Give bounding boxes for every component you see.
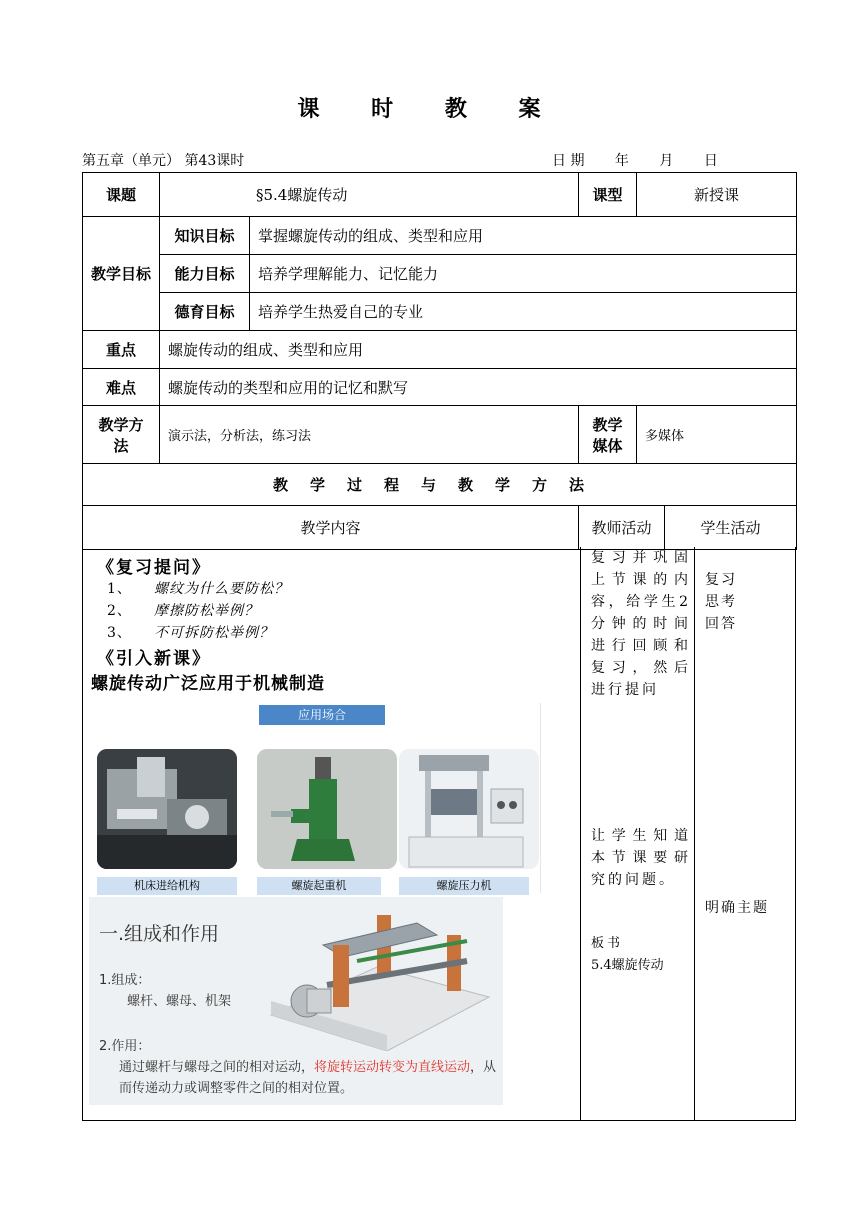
teacher-note-review: 复习并巩固上节课的内容，给学生2分钟的时间进行回顾和复习，然后进行提问 — [591, 550, 691, 698]
lesson-plan-table — [82, 172, 797, 550]
composition-slide — [89, 897, 503, 1105]
year-label: 年 — [614, 153, 629, 169]
goal-value-ability: 培养学理解能力、记忆能力 — [250, 255, 797, 293]
goal-label-moral: 德育目标 — [160, 293, 250, 331]
type-label: 课型 — [579, 173, 637, 217]
type-value: 新授课 — [637, 173, 797, 217]
question-2: 2、 摩擦防松举例？ — [107, 603, 259, 619]
goal-value-moral: 培养学生热爱自己的专业 — [250, 293, 797, 331]
date-label: 日 期 — [552, 153, 585, 169]
col-header-content: 教学内容 — [83, 506, 579, 550]
divider-student — [694, 547, 695, 1120]
machine-tool-photo — [97, 749, 237, 869]
difficulty-value: 螺旋传动的类型和应用的记忆和默写 — [160, 369, 797, 406]
screw-jack-photo — [257, 749, 397, 869]
teaching-content — [83, 547, 580, 1120]
method-label: 教学方法 — [83, 406, 160, 464]
divider-teacher — [580, 547, 581, 1120]
col-header-student: 学生活动 — [665, 506, 797, 550]
key-point-label: 重点 — [83, 331, 160, 369]
key-point-value: 螺旋传动的组成、类型和应用 — [160, 331, 797, 369]
intro-heading: 《引入新课》 — [97, 649, 211, 669]
goals-label: 教学目标 — [83, 217, 160, 331]
media-value: 多媒体 — [637, 406, 797, 464]
goal-label-ability: 能力目标 — [160, 255, 250, 293]
chapter-info: 第五章（单元） 第43课时 — [82, 153, 245, 169]
media-label: 教学媒体 — [579, 406, 637, 464]
screw-press-photo — [399, 749, 539, 869]
day-label: 日 — [703, 153, 718, 169]
method-value: 演示法，分析法，练习法 — [160, 406, 579, 464]
function-text: 通过螺杆与螺母之间的相对运动，将旋转运动转变为直线运动，从而传递动力或调整零件之间的相对位置。 — [119, 1060, 497, 1096]
question-3: 3、 不可拆防松举例？ — [107, 625, 274, 641]
caption-screw-jack: 螺旋起重机 — [257, 877, 381, 895]
date-line — [552, 150, 744, 170]
goal-value-knowledge: 掌握螺旋传动的组成、类型和应用 — [250, 217, 797, 255]
caption-screw-press: 螺旋压力机 — [399, 877, 529, 895]
application-slide — [95, 703, 541, 893]
teacher-note-goal: 让学生知道本节课要研究的问题。 — [591, 828, 691, 888]
composition-value: 螺杆、螺母、机架 — [127, 994, 232, 1009]
student-note-answer: 回答 — [705, 616, 737, 632]
composition-title: 一.组成和作用 — [99, 923, 220, 945]
function-label: 2.作用： — [99, 1039, 151, 1054]
question-1: 1、 螺纹为什么要防松？ — [107, 581, 289, 597]
student-note-topic: 明确主题 — [705, 900, 769, 916]
process-banner: 教学过程与教学方法 — [83, 464, 797, 506]
teacher-note-board: 板书 — [591, 936, 624, 951]
composition-label: 1.组成： — [99, 973, 151, 988]
topic-value: §5.4螺旋传动 — [160, 173, 579, 217]
student-note-think: 思考 — [705, 594, 737, 610]
difficulty-label: 难点 — [83, 369, 160, 406]
caption-machine-tool: 机床进给机构 — [97, 877, 237, 895]
application-tag: 应用场合 — [259, 705, 385, 725]
student-note-review: 复习 — [705, 572, 737, 588]
col-header-teacher: 教师活动 — [579, 506, 665, 550]
review-heading: 《复习提问》 — [97, 558, 211, 578]
goal-label-knowledge: 知识目标 — [160, 217, 250, 255]
topic-label: 课题 — [83, 173, 160, 217]
document-title: 课 时 教 案 — [297, 96, 563, 122]
teacher-note-board-title: 5.4螺旋传动 — [591, 958, 664, 973]
process-body — [82, 547, 796, 1121]
month-label: 月 — [659, 153, 674, 169]
screw-mechanism-diagram — [267, 905, 491, 1051]
intro-line: 螺旋传动广泛应用于机械制造 — [91, 674, 325, 694]
